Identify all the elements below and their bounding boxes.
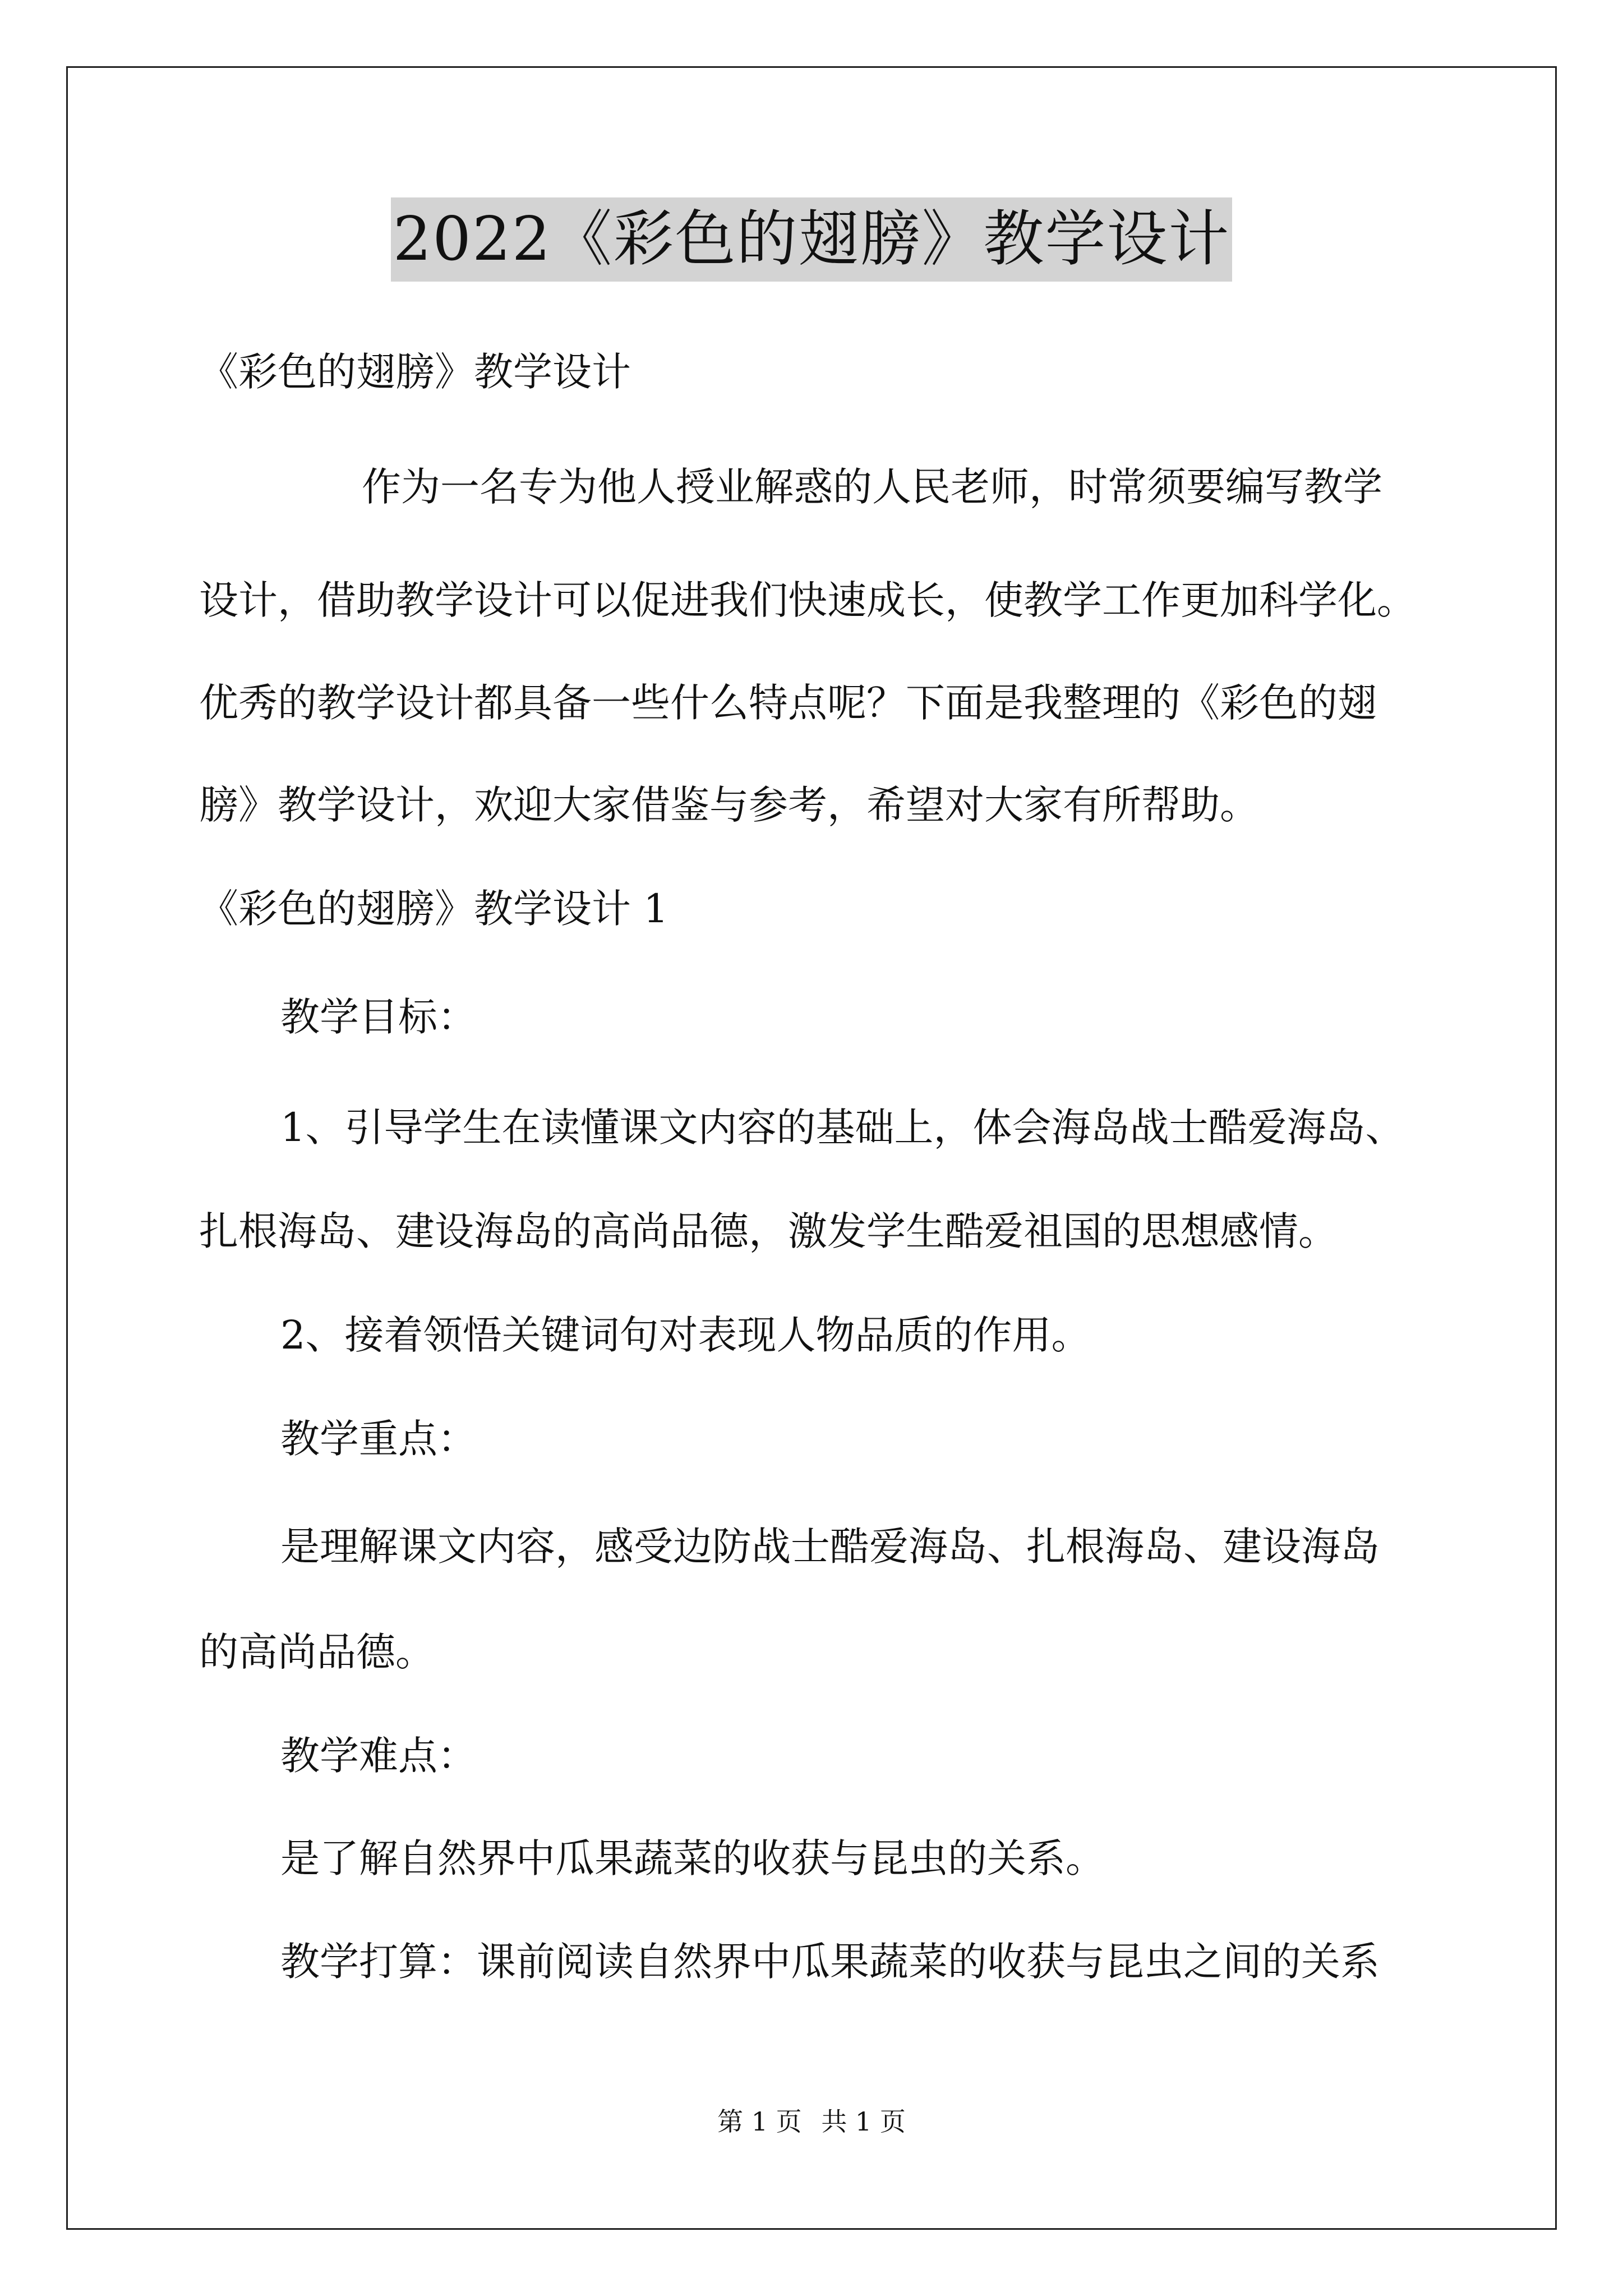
page-total: 共 1 页 (821, 2106, 906, 2137)
intro-line-2: 设计，借助教学设计可以促进我们快速成长，使教学工作更加科学化。 (199, 577, 1416, 623)
preparation-text: 教学打算：课前阅读自然界中瓜果蔬菜的收获与昆虫之间的关系 (280, 1939, 1380, 1985)
key-point-label: 教学重点： (280, 1416, 477, 1462)
difficulty-text: 是了解自然界中瓜果蔬菜的收获与昆虫的关系。 (280, 1835, 1105, 1881)
title-container (0, 197, 1623, 282)
subtitle-line: 《彩色的翅膀》教学设计 (199, 349, 631, 395)
document-title: 2022《彩色的翅膀》教学设计 (391, 197, 1233, 282)
objectives-label: 教学目标： (280, 994, 477, 1040)
intro-line-3: 优秀的教学设计都具备一些什么特点呢？下面是我整理的《彩色的翅 (199, 680, 1377, 726)
key-point-line-2: 的高尚品德。 (199, 1629, 435, 1675)
difficulty-label: 教学难点： (280, 1733, 477, 1779)
objective-1-line-1: 1、引导学生在读懂课文内容的基础上，体会海岛战士酷爱海岛、 (280, 1105, 1405, 1151)
section-heading: 《彩色的翅膀》教学设计 1 (199, 886, 668, 932)
page-number: 第 1 页 (717, 2106, 802, 2137)
key-point-line-1: 是理解课文内容，感受边防战士酷爱海岛、扎根海岛、建设海岛 (280, 1524, 1380, 1570)
intro-line-1: 作为一名专为他人授业解惑的人民老师，时常须要编写教学 (362, 464, 1382, 510)
objective-1-line-2: 扎根海岛、建设海岛的高尚品德，激发学生酷爱祖国的思想感情。 (199, 1208, 1338, 1254)
intro-line-4: 膀》教学设计，欢迎大家借鉴与参考，希望对大家有所帮助。 (199, 782, 1259, 828)
page-footer (0, 2105, 1623, 2138)
objective-2: 2、接着领悟关键词句对表现人物品质的作用。 (280, 1312, 1091, 1358)
